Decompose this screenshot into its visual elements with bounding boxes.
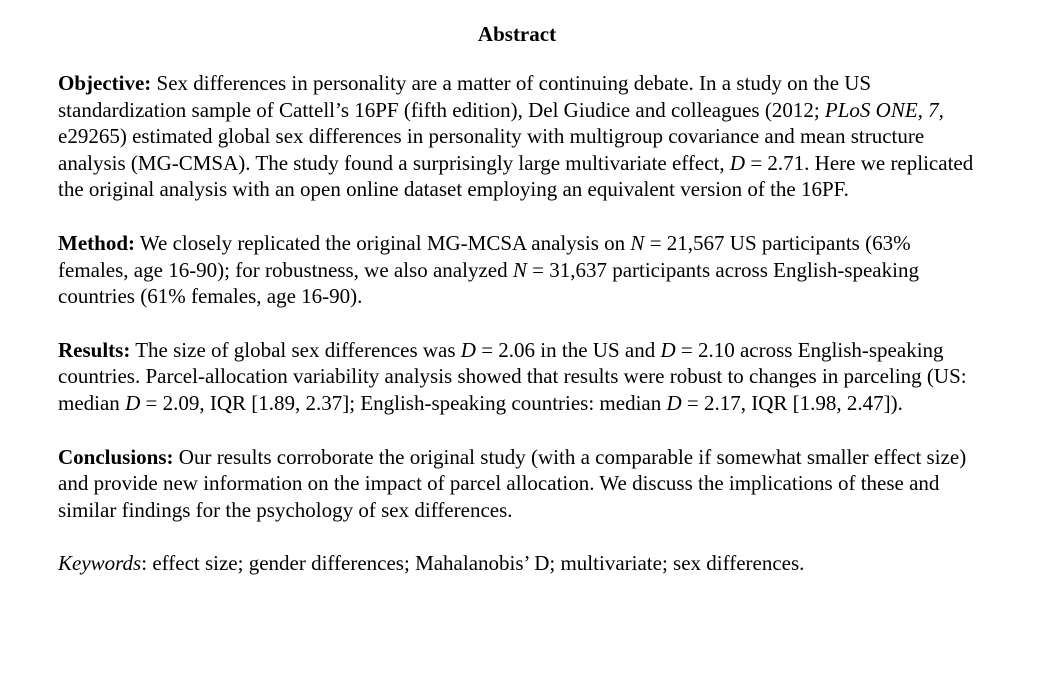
objective-label: Objective: [58,71,152,95]
method-text-1: We closely replicated the original MG-MCSA analysis on [135,230,631,255]
abstract-page [58,21,976,604]
abstract-heading: Abstract [477,22,557,46]
method-text-3: = 31,637 participants across English-speaking countries (61% females, age 16-90). [58,257,919,309]
objective-d-symbol: D [729,150,746,175]
method-paragraph [58,230,976,310]
results-text-1: The size of global sex differences was [130,337,461,362]
results-label: Results: [58,337,131,362]
results-text-2: = 2.06 in the US and [475,337,661,362]
keywords-label: Keywords [58,551,142,576]
objective-journal: PLoS ONE, 7, [824,97,944,122]
conclusions-paragraph [58,444,976,524]
results-d-symbol-1: D [460,337,476,362]
results-text-5: = 2.17, IQR [1.98, 2.47]). [681,390,903,415]
results-paragraph [58,337,976,417]
objective-text-2: e29265) estimated global sex differences in personality with multigroup covariance and mean structure analysis (MG-CMSA). The study found a surprisingly large multivariate effect, [58,124,925,175]
results-d-symbol-3: D [125,390,141,415]
objective-text-3: = 2.71. Here we replicated the original analysis with an open online dataset employing an equivalent version of the 16PF. [58,150,974,202]
results-d-symbol-2: D [660,337,676,362]
results-text-3: = 2.10 across English-speaking countries. Parcel-allocation variability analysis showed that results were robust to changes in parceling (US: median [58,337,967,415]
method-text-2: = 21,567 US participants (63% females, age 16-90); for robustness, we also analyzed [58,230,911,282]
results-text-4: = 2.09, IQR [1.89, 2.37]; English-speaking countries: median [140,390,667,415]
objective-text-1: Sex differences in personality are a matter of continuing debate. In a study on the US standardization sample of Cattell’s 16PF (fifth edition), Del Giudice and colleagues (2012; [58,71,872,122]
method-n-symbol-2: N [512,257,527,282]
method-n-symbol-1: N [630,230,645,255]
keywords-paragraph [58,550,976,577]
conclusions-label: Conclusions: [58,444,174,469]
results-d-symbol-4: D [666,390,682,415]
keywords-text: : effect size; gender differences; Mahalanobis’ D; multivariate; sex differences. [141,551,805,576]
method-label: Method: [58,230,135,255]
objective-paragraph [58,70,976,203]
conclusions-text: Our results corroborate the original study (with a comparable if somewhat smaller effect size) and provide new information on the impact of parcel allocation. We discuss the implications of these and similar findings for the psychology of sex differences. [58,444,967,522]
